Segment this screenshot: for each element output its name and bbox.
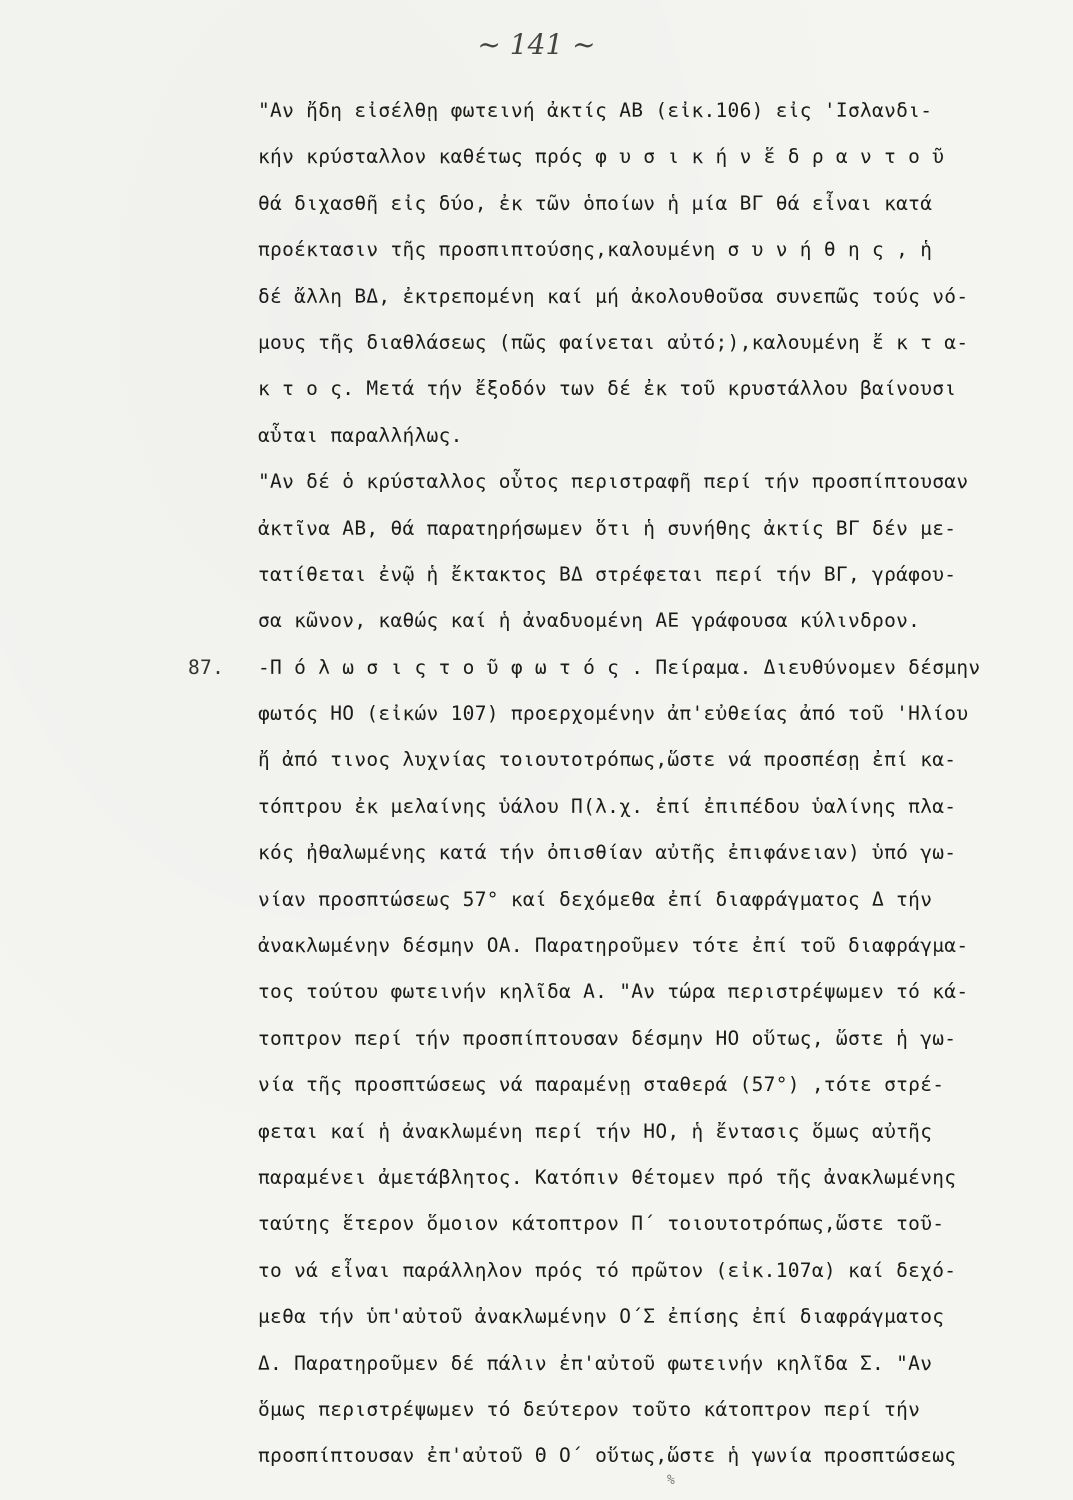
text-line: ταύτης ἕτερον ὅμοιον κάτοπτρον Π΄ τοιουτοτρόπως,ὥστε τοῦ- — [258, 1212, 945, 1236]
footer-mark: % — [667, 1473, 675, 1488]
text-line: τοπτρον περί τήν προσπίπτουσαν δέσμην ΗΟ οὕτως, ὥστε ἡ γω- — [258, 1026, 957, 1050]
text-line: τος τούτου φωτεινήν κηλῖδα Α. "Αν τώρα περιστρέψωμεν τό κά- — [258, 980, 969, 1004]
text-line: φωτός ΗΟ (εἰκών 107) προερχομένην ἀπ'εὐθείας ἀπό τοῦ 'Ηλίου — [258, 702, 969, 726]
text-line: κός ἠθαλωμένης κατά τήν ὀπισθίαν αὐτῆς ἐπιφάνειαν) ὑπό γω- — [258, 841, 957, 865]
text-line: κήν κρύσταλλον καθέτως πρός φ υ σ ι κ ή ν ἕ δ ρ α ν τ ο ῦ — [258, 145, 945, 169]
text-line: παραμένει ἀμετάβλητος. Κατόπιν θέτομεν πρό τῆς ἀνακλωμένης — [258, 1165, 957, 1189]
text-line: μεθα τήν ὑπ'αὐτοῦ ἀνακλωμένην Ο΄Σ ἐπίσης ἐπί διαφράγματος — [258, 1305, 945, 1329]
text-line: ἀνακλωμένην δέσμην ΟΑ. Παρατηροῦμεν τότε ἐπί τοῦ διαφράγμα- — [258, 934, 969, 958]
section-heading-line — [188, 645, 1048, 691]
body-text — [188, 88, 1048, 1480]
text-line: νίαν προσπτώσεως 57° καί δεχόμεθα ἐπί διαφράγματος Δ τήν — [258, 887, 933, 911]
text-line: το νά εἶναι παράλληλον πρός τό πρῶτον (εἰκ.107α) καί δεχό- — [258, 1258, 957, 1282]
text-line: Δ. Παρατηροῦμεν δέ πάλιν ἐπ'αὐτοῦ φωτεινήν κηλῖδα Σ. "Αν — [258, 1351, 933, 1375]
text-line: ἤ ἀπό τινος λυχνίας τοιουτοτρόπως,ὥστε νά προσπέσῃ ἐπί κα- — [258, 748, 957, 772]
text-line: αὗται παραλλήλως. — [258, 423, 463, 447]
text-line: τατίθεται ἐνῷ ἡ ἔκτακτος ΒΔ στρέφεται περί τήν ΒΓ, γράφου- — [258, 562, 957, 586]
text-line: -Π ό λ ω σ ι ς τ ο ῦ φ ω τ ό ς . Πείραμα. Διευθύνομεν δέσμην — [258, 655, 981, 679]
text-line: προσπίπτουσαν ἐπ'αὐτοῦ Θ Ο΄ οὕτως,ὥστε ἡ γωνία προσπτώσεως — [258, 1444, 957, 1468]
text-line: θά διχασθῆ εἰς δύο, ἐκ τῶν ὁποίων ἡ μία ΒΓ θά εἶναι κατά — [258, 191, 933, 215]
text-line: μους τῆς διαθλάσεως (πῶς φαίνεται αὐτό;),καλουμένη ἔ κ τ α- — [258, 330, 969, 354]
text-line: σα κῶνον, καθώς καί ἡ ἀναδυομένη ΑΕ γράφουσα κύλινδρον. — [258, 609, 921, 633]
text-line: τόπτρου ἐκ μελαίνης ὑάλου Π(λ.χ. ἐπί ἐπιπέδου ὑαλίνης πλα- — [258, 794, 957, 818]
section-number: 87. — [188, 655, 225, 679]
text-line: δέ ἄλλη ΒΔ, ἐκτρεπομένη καί μή ἀκολουθοῦσα συνεπῶς τούς νό- — [258, 284, 969, 308]
text-line: "Αν ἤδη εἰσέλθῃ φωτεινή ἀκτίς ΑΒ (εἰκ.106) εἰς 'Ισλανδι- — [258, 99, 933, 122]
text-line: ἀκτῖνα ΑΒ, θά παρατηρήσωμεν ὅτι ἡ συνήθης ἀκτίς ΒΓ δέν με- — [258, 516, 957, 540]
text-line: ὅμως περιστρέψωμεν τό δεύτερον τοῦτο κάτοπτρον περί τήν — [258, 1397, 921, 1421]
page-number: ~ 141 ~ — [477, 28, 596, 61]
text-line: νία τῆς προσπτώσεως νά παραμένῃ σταθερά (57°) ,τότε στρέ- — [258, 1073, 945, 1097]
text-line: "Αν δέ ὁ κρύσταλλος οὗτος περιστραφῆ περί τήν προσπίπτουσαν — [258, 470, 969, 494]
text-line: φεται καί ἡ ἀνακλωμένη περί τήν ΗΟ, ἡ ἔντασις ὅμως αὐτῆς — [258, 1119, 933, 1143]
text-line: κ τ ο ς. Μετά τήν ἔξοδόν των δέ ἐκ τοῦ κρυστάλλου βαίνουσι — [258, 377, 957, 401]
text-line: προέκτασιν τῆς προσπιπτούσης,καλουμένη σ υ ν ή θ η ς , ἡ — [258, 238, 933, 262]
